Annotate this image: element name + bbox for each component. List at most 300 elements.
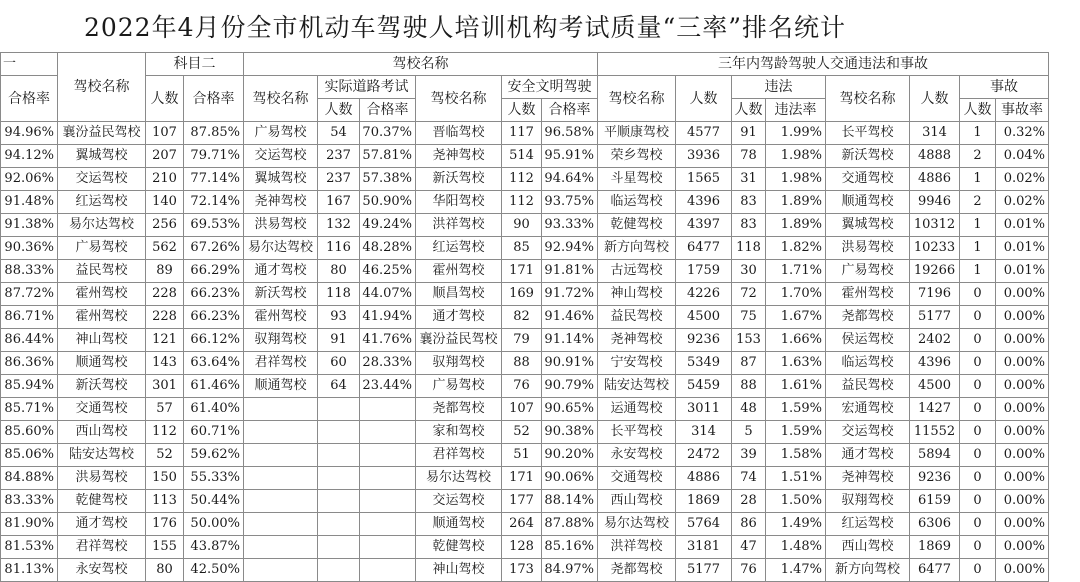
violation-rate-cell[interactable]: 1.61% <box>766 375 826 398</box>
header-count[interactable]: 人数 <box>146 76 184 122</box>
pass-rate-cell[interactable]: 86.44% <box>1 329 58 352</box>
count-cell[interactable] <box>318 467 360 490</box>
violation-count-cell[interactable]: 30 <box>732 260 766 283</box>
pass-rate-cell[interactable]: 84.97% <box>542 559 598 582</box>
pass-rate-cell[interactable]: 88.14% <box>542 490 598 513</box>
school-name-cell[interactable]: 襄汾益民驾校 <box>58 122 146 145</box>
count-cell[interactable]: 89 <box>146 260 184 283</box>
count-cell[interactable]: 112 <box>146 421 184 444</box>
pass-rate-cell[interactable]: 86.36% <box>1 352 58 375</box>
pass-rate-cell[interactable]: 90.20% <box>542 444 598 467</box>
school-name-cell[interactable]: 驭翔驾校 <box>826 490 910 513</box>
count-cell[interactable]: 4396 <box>676 191 732 214</box>
pass-rate-cell[interactable]: 90.36% <box>1 237 58 260</box>
school-name-cell[interactable]: 红运驾校 <box>58 191 146 214</box>
accident-count-cell[interactable]: 1 <box>960 260 996 283</box>
count-cell[interactable]: 1565 <box>676 168 732 191</box>
header-school-name[interactable]: 驾校名称 <box>58 53 146 122</box>
count-cell[interactable]: 52 <box>502 421 542 444</box>
count-cell[interactable]: 90 <box>502 214 542 237</box>
count-cell[interactable]: 1427 <box>910 398 960 421</box>
pass-rate-cell[interactable]: 93.75% <box>542 191 598 214</box>
pass-rate-cell[interactable]: 50.90% <box>360 191 416 214</box>
school-name-cell[interactable]: 广易驾校 <box>826 260 910 283</box>
school-name-cell[interactable]: 新沃驾校 <box>58 375 146 398</box>
count-cell[interactable]: 52 <box>146 444 184 467</box>
violation-count-cell[interactable]: 28 <box>732 490 766 513</box>
pass-rate-cell[interactable]: 48.28% <box>360 237 416 260</box>
pass-rate-cell[interactable]: 94.64% <box>542 168 598 191</box>
count-cell[interactable]: 107 <box>502 398 542 421</box>
count-cell[interactable]: 132 <box>318 214 360 237</box>
accident-rate-cell[interactable]: 0.00% <box>996 329 1049 352</box>
count-cell[interactable]: 2402 <box>910 329 960 352</box>
school-name-cell[interactable]: 陆安达驾校 <box>598 375 676 398</box>
violation-count-cell[interactable]: 39 <box>732 444 766 467</box>
accident-rate-cell[interactable]: 0.01% <box>996 260 1049 283</box>
count-cell[interactable]: 5177 <box>676 559 732 582</box>
school-name-cell[interactable]: 尧神驾校 <box>826 467 910 490</box>
school-name-cell[interactable]: 运通驾校 <box>598 398 676 421</box>
school-name-cell[interactable]: 益民驾校 <box>58 260 146 283</box>
school-name-cell[interactable]: 广易驾校 <box>58 237 146 260</box>
school-name-cell[interactable]: 神山驾校 <box>598 283 676 306</box>
pass-rate-cell[interactable]: 90.79% <box>542 375 598 398</box>
school-name-cell[interactable]: 乾健驾校 <box>598 214 676 237</box>
accident-rate-cell[interactable]: 0.00% <box>996 513 1049 536</box>
count-cell[interactable]: 9236 <box>676 329 732 352</box>
count-cell[interactable]: 5894 <box>910 444 960 467</box>
count-cell[interactable]: 51 <box>502 444 542 467</box>
accident-count-cell[interactable]: 1 <box>960 168 996 191</box>
violation-rate-cell[interactable]: 1.49% <box>766 513 826 536</box>
accident-rate-cell[interactable]: 0.00% <box>996 444 1049 467</box>
count-cell[interactable]: 88 <box>502 352 542 375</box>
school-name-cell[interactable]: 交运驾校 <box>244 145 318 168</box>
count-cell[interactable]: 150 <box>146 467 184 490</box>
accident-rate-cell[interactable]: 0.00% <box>996 283 1049 306</box>
accident-count-cell[interactable]: 2 <box>960 191 996 214</box>
header-accidents[interactable]: 事故 <box>960 76 1049 99</box>
header-road-test[interactable]: 实际道路考试 <box>318 76 416 99</box>
violation-rate-cell[interactable]: 1.71% <box>766 260 826 283</box>
pass-rate-cell[interactable] <box>360 398 416 421</box>
count-cell[interactable]: 3011 <box>676 398 732 421</box>
pass-rate-cell[interactable]: 63.64% <box>184 352 244 375</box>
count-cell[interactable]: 113 <box>146 490 184 513</box>
pass-rate-cell[interactable]: 91.72% <box>542 283 598 306</box>
pass-rate-cell[interactable] <box>360 467 416 490</box>
school-name-cell[interactable] <box>244 490 318 513</box>
count-cell[interactable]: 4396 <box>910 352 960 375</box>
accident-count-cell[interactable]: 1 <box>960 122 996 145</box>
count-cell[interactable]: 5349 <box>676 352 732 375</box>
school-name-cell[interactable]: 顺昌驾校 <box>416 283 502 306</box>
pass-rate-cell[interactable]: 85.60% <box>1 421 58 444</box>
count-cell[interactable]: 171 <box>502 467 542 490</box>
school-name-cell[interactable]: 君祥驾校 <box>416 444 502 467</box>
pass-rate-cell[interactable]: 87.72% <box>1 283 58 306</box>
violation-count-cell[interactable]: 78 <box>732 145 766 168</box>
school-name-cell[interactable]: 交运驾校 <box>58 168 146 191</box>
accident-count-cell[interactable]: 2 <box>960 145 996 168</box>
school-name-cell[interactable]: 西山驾校 <box>826 536 910 559</box>
accident-rate-cell[interactable]: 0.02% <box>996 191 1049 214</box>
count-cell[interactable]: 19266 <box>910 260 960 283</box>
school-name-cell[interactable]: 霍州驾校 <box>58 306 146 329</box>
pass-rate-cell[interactable]: 85.06% <box>1 444 58 467</box>
count-cell[interactable]: 314 <box>676 421 732 444</box>
school-name-cell[interactable]: 顺通驾校 <box>244 375 318 398</box>
school-name-cell[interactable]: 洪易驾校 <box>244 214 318 237</box>
count-cell[interactable]: 301 <box>146 375 184 398</box>
count-cell[interactable]: 155 <box>146 536 184 559</box>
accident-count-cell[interactable]: 0 <box>960 513 996 536</box>
count-cell[interactable]: 4888 <box>910 145 960 168</box>
pass-rate-cell[interactable]: 67.26% <box>184 237 244 260</box>
accident-rate-cell[interactable]: 0.01% <box>996 237 1049 260</box>
accident-count-cell[interactable]: 0 <box>960 329 996 352</box>
violation-rate-cell[interactable]: 1.66% <box>766 329 826 352</box>
header-violations[interactable]: 违法 <box>732 76 826 99</box>
school-name-cell[interactable]: 通才驾校 <box>826 444 910 467</box>
accident-count-cell[interactable]: 0 <box>960 375 996 398</box>
pass-rate-cell[interactable]: 94.96% <box>1 122 58 145</box>
school-name-cell[interactable]: 尧都驾校 <box>826 306 910 329</box>
violation-count-cell[interactable]: 87 <box>732 352 766 375</box>
pass-rate-cell[interactable]: 61.40% <box>184 398 244 421</box>
count-cell[interactable]: 112 <box>502 191 542 214</box>
school-name-cell[interactable]: 新沃驾校 <box>244 283 318 306</box>
pass-rate-cell[interactable] <box>360 490 416 513</box>
accident-rate-cell[interactable]: 0.00% <box>996 490 1049 513</box>
count-cell[interactable]: 228 <box>146 306 184 329</box>
header-count[interactable]: 人数 <box>318 99 360 122</box>
count-cell[interactable]: 6477 <box>676 237 732 260</box>
school-name-cell[interactable]: 宏通驾校 <box>826 398 910 421</box>
pass-rate-cell[interactable]: 55.33% <box>184 467 244 490</box>
violation-count-cell[interactable]: 47 <box>732 536 766 559</box>
accident-count-cell[interactable]: 0 <box>960 398 996 421</box>
violation-rate-cell[interactable]: 1.98% <box>766 168 826 191</box>
school-name-cell[interactable]: 霍州驾校 <box>58 283 146 306</box>
pass-rate-cell[interactable]: 90.06% <box>542 467 598 490</box>
violation-rate-cell[interactable]: 1.59% <box>766 398 826 421</box>
pass-rate-cell[interactable]: 57.38% <box>360 168 416 191</box>
accident-count-cell[interactable]: 0 <box>960 490 996 513</box>
count-cell[interactable]: 4577 <box>676 122 732 145</box>
pass-rate-cell[interactable]: 83.33% <box>1 490 58 513</box>
violation-count-cell[interactable]: 91 <box>732 122 766 145</box>
school-name-cell[interactable]: 永安驾校 <box>58 559 146 582</box>
pass-rate-cell[interactable]: 91.81% <box>542 260 598 283</box>
count-cell[interactable]: 1869 <box>910 536 960 559</box>
school-name-cell[interactable] <box>244 444 318 467</box>
accident-count-cell[interactable]: 0 <box>960 306 996 329</box>
count-cell[interactable]: 93 <box>318 306 360 329</box>
pass-rate-cell[interactable]: 86.71% <box>1 306 58 329</box>
pass-rate-cell[interactable]: 84.88% <box>1 467 58 490</box>
pass-rate-cell[interactable]: 91.48% <box>1 191 58 214</box>
header-accident-rate[interactable]: 事故率 <box>996 99 1049 122</box>
violation-count-cell[interactable]: 74 <box>732 467 766 490</box>
count-cell[interactable]: 54 <box>318 122 360 145</box>
header-count[interactable]: 人数 <box>502 99 542 122</box>
accident-count-cell[interactable]: 0 <box>960 352 996 375</box>
pass-rate-cell[interactable]: 66.29% <box>184 260 244 283</box>
count-cell[interactable]: 140 <box>146 191 184 214</box>
count-cell[interactable]: 116 <box>318 237 360 260</box>
violation-rate-cell[interactable]: 1.89% <box>766 214 826 237</box>
school-name-cell[interactable]: 易尔达驾校 <box>416 467 502 490</box>
school-name-cell[interactable]: 神山驾校 <box>416 559 502 582</box>
pass-rate-cell[interactable]: 79.71% <box>184 145 244 168</box>
count-cell[interactable] <box>318 559 360 582</box>
count-cell[interactable]: 143 <box>146 352 184 375</box>
count-cell[interactable]: 60 <box>318 352 360 375</box>
school-name-cell[interactable]: 侯运驾校 <box>826 329 910 352</box>
school-name-cell[interactable]: 霍州驾校 <box>826 283 910 306</box>
count-cell[interactable] <box>318 421 360 444</box>
school-name-cell[interactable]: 易尔达驾校 <box>244 237 318 260</box>
school-name-cell[interactable]: 襄汾益民驾校 <box>416 329 502 352</box>
count-cell[interactable]: 76 <box>502 375 542 398</box>
count-cell[interactable]: 9946 <box>910 191 960 214</box>
school-name-cell[interactable]: 交运驾校 <box>416 490 502 513</box>
count-cell[interactable]: 3936 <box>676 145 732 168</box>
header-school-name[interactable]: 驾校名称 <box>826 76 910 122</box>
header-count[interactable]: 人数 <box>676 76 732 122</box>
count-cell[interactable]: 256 <box>146 214 184 237</box>
count-cell[interactable]: 5764 <box>676 513 732 536</box>
accident-count-cell[interactable]: 0 <box>960 467 996 490</box>
school-name-cell[interactable]: 永安驾校 <box>598 444 676 467</box>
school-name-cell[interactable]: 新沃驾校 <box>416 168 502 191</box>
accident-rate-cell[interactable]: 0.00% <box>996 559 1049 582</box>
accident-rate-cell[interactable]: 0.00% <box>996 536 1049 559</box>
school-name-cell[interactable]: 乾健驾校 <box>58 490 146 513</box>
school-name-cell[interactable]: 临运驾校 <box>598 191 676 214</box>
pass-rate-cell[interactable]: 85.94% <box>1 375 58 398</box>
school-name-cell[interactable]: 霍州驾校 <box>244 306 318 329</box>
school-name-cell[interactable]: 驭翔驾校 <box>416 352 502 375</box>
school-name-cell[interactable]: 君祥驾校 <box>244 352 318 375</box>
school-name-cell[interactable]: 红运驾校 <box>416 237 502 260</box>
school-name-cell[interactable]: 顺通驾校 <box>416 513 502 536</box>
pass-rate-cell[interactable]: 91.38% <box>1 214 58 237</box>
violation-count-cell[interactable]: 118 <box>732 237 766 260</box>
pass-rate-cell[interactable]: 49.24% <box>360 214 416 237</box>
school-name-cell[interactable]: 荣乡驾校 <box>598 145 676 168</box>
accident-count-cell[interactable]: 0 <box>960 444 996 467</box>
count-cell[interactable]: 64 <box>318 375 360 398</box>
accident-rate-cell[interactable]: 0.00% <box>996 398 1049 421</box>
count-cell[interactable]: 80 <box>318 260 360 283</box>
violation-count-cell[interactable]: 86 <box>732 513 766 536</box>
school-name-cell[interactable]: 交通驾校 <box>598 467 676 490</box>
school-name-cell[interactable]: 宁安驾校 <box>598 352 676 375</box>
header-count[interactable]: 人数 <box>732 99 766 122</box>
count-cell[interactable]: 4397 <box>676 214 732 237</box>
school-name-cell[interactable]: 翼城驾校 <box>244 168 318 191</box>
school-name-cell[interactable] <box>244 559 318 582</box>
count-cell[interactable] <box>318 490 360 513</box>
count-cell[interactable]: 80 <box>146 559 184 582</box>
school-name-cell[interactable]: 古远驾校 <box>598 260 676 283</box>
school-name-cell[interactable]: 广易驾校 <box>244 122 318 145</box>
violation-rate-cell[interactable]: 1.82% <box>766 237 826 260</box>
school-name-cell[interactable] <box>244 536 318 559</box>
count-cell[interactable]: 167 <box>318 191 360 214</box>
count-cell[interactable]: 237 <box>318 168 360 191</box>
pass-rate-cell[interactable]: 91.14% <box>542 329 598 352</box>
count-cell[interactable]: 173 <box>502 559 542 582</box>
count-cell[interactable]: 5459 <box>676 375 732 398</box>
count-cell[interactable]: 11552 <box>910 421 960 444</box>
count-cell[interactable]: 85 <box>502 237 542 260</box>
count-cell[interactable]: 91 <box>318 329 360 352</box>
school-name-cell[interactable] <box>244 421 318 444</box>
violation-rate-cell[interactable]: 1.63% <box>766 352 826 375</box>
school-name-cell[interactable]: 通才驾校 <box>244 260 318 283</box>
school-name-cell[interactable] <box>244 513 318 536</box>
pass-rate-cell[interactable]: 61.46% <box>184 375 244 398</box>
header-school-name[interactable]: 驾校名称 <box>598 76 676 122</box>
pass-rate-cell[interactable]: 90.65% <box>542 398 598 421</box>
school-name-cell[interactable]: 长平驾校 <box>598 421 676 444</box>
pass-rate-cell[interactable]: 95.91% <box>542 145 598 168</box>
pass-rate-cell[interactable]: 85.71% <box>1 398 58 421</box>
header-pass-rate[interactable]: 合格率 <box>184 76 244 122</box>
count-cell[interactable]: 4500 <box>676 306 732 329</box>
pass-rate-cell[interactable]: 93.33% <box>542 214 598 237</box>
school-name-cell[interactable]: 益民驾校 <box>598 306 676 329</box>
header-pass-rate[interactable]: 合格率 <box>360 99 416 122</box>
count-cell[interactable]: 10233 <box>910 237 960 260</box>
count-cell[interactable]: 228 <box>146 283 184 306</box>
school-name-cell[interactable]: 尧都驾校 <box>416 398 502 421</box>
pass-rate-cell[interactable]: 91.46% <box>542 306 598 329</box>
pass-rate-cell[interactable]: 72.14% <box>184 191 244 214</box>
count-cell[interactable]: 7196 <box>910 283 960 306</box>
count-cell[interactable]: 6306 <box>910 513 960 536</box>
violation-rate-cell[interactable]: 1.98% <box>766 145 826 168</box>
header-count[interactable]: 人数 <box>960 99 996 122</box>
school-name-cell[interactable]: 翼城驾校 <box>826 214 910 237</box>
school-name-cell[interactable]: 广易驾校 <box>416 375 502 398</box>
school-name-cell[interactable]: 新沃驾校 <box>826 145 910 168</box>
count-cell[interactable] <box>318 513 360 536</box>
violation-rate-cell[interactable]: 1.70% <box>766 283 826 306</box>
count-cell[interactable]: 264 <box>502 513 542 536</box>
pass-rate-cell[interactable]: 43.87% <box>184 536 244 559</box>
accident-count-cell[interactable]: 0 <box>960 536 996 559</box>
pass-rate-cell[interactable]: 81.53% <box>1 536 58 559</box>
school-name-cell[interactable]: 洪易驾校 <box>58 467 146 490</box>
count-cell[interactable]: 177 <box>502 490 542 513</box>
school-name-cell[interactable]: 晋临驾校 <box>416 122 502 145</box>
violation-count-cell[interactable]: 5 <box>732 421 766 444</box>
school-name-cell[interactable]: 顺通驾校 <box>826 191 910 214</box>
school-name-cell[interactable]: 驭翔驾校 <box>244 329 318 352</box>
school-name-cell[interactable]: 交通驾校 <box>58 398 146 421</box>
count-cell[interactable]: 2472 <box>676 444 732 467</box>
count-cell[interactable]: 562 <box>146 237 184 260</box>
pass-rate-cell[interactable]: 66.23% <box>184 283 244 306</box>
header-violations-accidents-group[interactable]: 三年内驾龄驾驶人交通违法和事故 <box>598 53 1049 76</box>
header-school-name[interactable]: 驾校名称 <box>244 76 318 122</box>
count-cell[interactable]: 4886 <box>910 168 960 191</box>
school-name-cell[interactable]: 尧神驾校 <box>598 329 676 352</box>
count-cell[interactable]: 6477 <box>910 559 960 582</box>
pass-rate-cell[interactable]: 90.38% <box>542 421 598 444</box>
count-cell[interactable]: 514 <box>502 145 542 168</box>
pass-rate-cell[interactable]: 41.76% <box>360 329 416 352</box>
accident-rate-cell[interactable]: 0.00% <box>996 375 1049 398</box>
accident-rate-cell[interactable]: 0.01% <box>996 214 1049 237</box>
count-cell[interactable]: 79 <box>502 329 542 352</box>
pass-rate-cell[interactable]: 92.06% <box>1 168 58 191</box>
violation-rate-cell[interactable]: 1.89% <box>766 191 826 214</box>
pass-rate-cell[interactable] <box>360 421 416 444</box>
school-name-cell[interactable]: 益民驾校 <box>826 375 910 398</box>
violation-rate-cell[interactable]: 1.67% <box>766 306 826 329</box>
school-name-cell[interactable]: 神山驾校 <box>58 329 146 352</box>
pass-rate-cell[interactable]: 77.14% <box>184 168 244 191</box>
accident-rate-cell[interactable]: 0.00% <box>996 467 1049 490</box>
count-cell[interactable]: 169 <box>502 283 542 306</box>
count-cell[interactable]: 210 <box>146 168 184 191</box>
count-cell[interactable]: 112 <box>502 168 542 191</box>
pass-rate-cell[interactable]: 44.07% <box>360 283 416 306</box>
violation-rate-cell[interactable]: 1.59% <box>766 421 826 444</box>
count-cell[interactable]: 117 <box>502 122 542 145</box>
count-cell[interactable]: 207 <box>146 145 184 168</box>
school-name-cell[interactable]: 乾健驾校 <box>416 536 502 559</box>
violation-count-cell[interactable]: 83 <box>732 214 766 237</box>
violation-rate-cell[interactable]: 1.48% <box>766 536 826 559</box>
school-name-cell[interactable]: 洪祥驾校 <box>416 214 502 237</box>
pass-rate-cell[interactable]: 70.37% <box>360 122 416 145</box>
violation-rate-cell[interactable]: 1.47% <box>766 559 826 582</box>
school-name-cell[interactable]: 西山驾校 <box>58 421 146 444</box>
school-name-cell[interactable]: 洪易驾校 <box>826 237 910 260</box>
pass-rate-cell[interactable]: 90.91% <box>542 352 598 375</box>
school-name-cell[interactable] <box>244 467 318 490</box>
violation-count-cell[interactable]: 76 <box>732 559 766 582</box>
count-cell[interactable]: 176 <box>146 513 184 536</box>
school-name-cell[interactable]: 易尔达驾校 <box>58 214 146 237</box>
violation-count-cell[interactable]: 88 <box>732 375 766 398</box>
school-name-cell[interactable]: 陆安达驾校 <box>58 444 146 467</box>
header-pass-rate[interactable]: 合格率 <box>1 76 58 122</box>
school-name-cell[interactable]: 洪祥驾校 <box>598 536 676 559</box>
violation-count-cell[interactable]: 153 <box>732 329 766 352</box>
count-cell[interactable]: 1869 <box>676 490 732 513</box>
school-name-cell[interactable]: 华阳驾校 <box>416 191 502 214</box>
school-name-cell[interactable]: 斗星驾校 <box>598 168 676 191</box>
count-cell[interactable]: 4226 <box>676 283 732 306</box>
pass-rate-cell[interactable]: 92.94% <box>542 237 598 260</box>
header-violation-rate[interactable]: 违法率 <box>766 99 826 122</box>
pass-rate-cell[interactable] <box>360 444 416 467</box>
school-name-cell[interactable]: 君祥驾校 <box>58 536 146 559</box>
count-cell[interactable]: 121 <box>146 329 184 352</box>
school-name-cell[interactable]: 尧神驾校 <box>244 191 318 214</box>
accident-rate-cell[interactable]: 0.02% <box>996 168 1049 191</box>
pass-rate-cell[interactable]: 94.12% <box>1 145 58 168</box>
count-cell[interactable]: 171 <box>502 260 542 283</box>
